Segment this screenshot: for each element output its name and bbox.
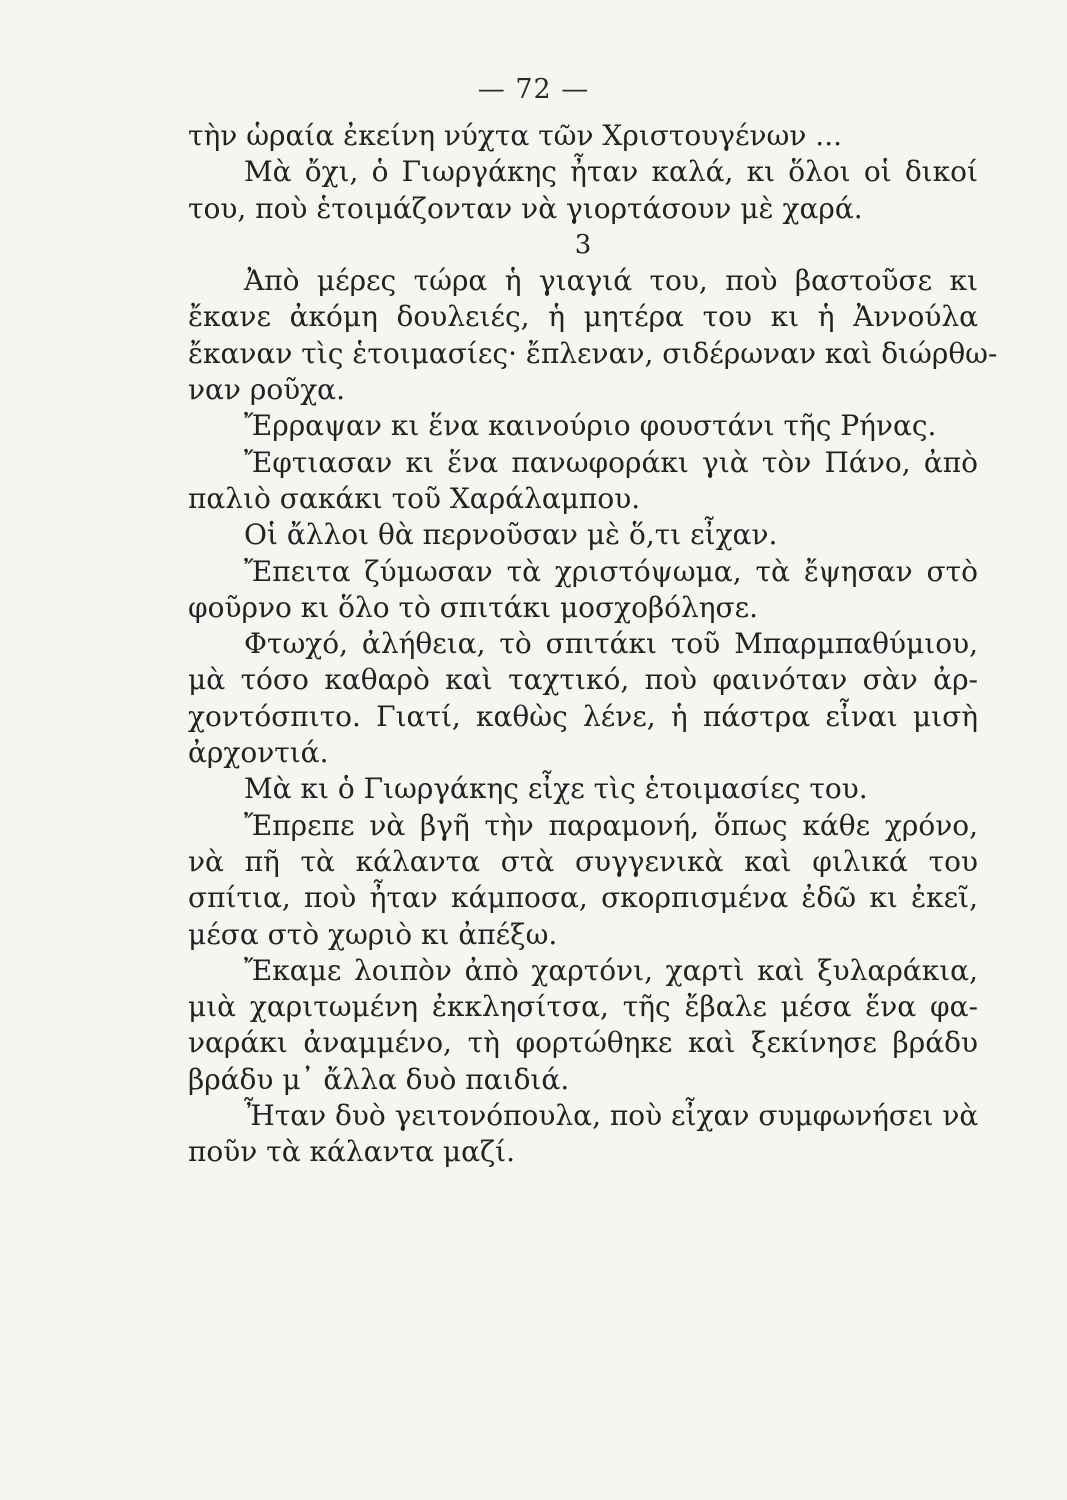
- text-line: ἔκαναν τὶς ἑτοιμασίες· ἔπλεναν, σιδέρωναν καὶ διώρθω-: [188, 336, 998, 370]
- text-line: ποῦν τὰ κάλαντα μαζί.: [188, 1135, 516, 1169]
- text-line: μέσα στὸ χωριὸ κι ἀπέξω.: [188, 917, 558, 951]
- text-line: Ἔπειτα ζύμωσαν τὰ χριστόψωμα, τὰ ἔψησαν στὸ: [244, 554, 978, 588]
- text-line: μὰ τόσο καθαρὸ καὶ ταχτικό, ποὺ φαινόταν σὰν ἀρ-: [188, 663, 978, 697]
- section-number: 3: [574, 229, 592, 260]
- text-line: Ἀπὸ μέρες τώρα ἡ γιαγιά του, ποὺ βαστοῦσε κι: [244, 264, 978, 298]
- text-line: Φτωχό, ἀλήθεια, τὸ σπιτάκι τοῦ Μπαρμπαθύμιου,: [244, 627, 978, 661]
- text-line: παλιὸ σακάκι τοῦ Χαράλαμπου.: [188, 481, 641, 515]
- text-line: ἀρχοντιά.: [188, 736, 329, 770]
- text-line: χοντόσπιτο. Γιατί, καθὼς λένε, ἡ πάστρα εἶναι μισὴ: [188, 699, 978, 733]
- text-line: ἔκανε ἀκόμη δουλειές, ἡ μητέρα του κι ἡ Ἀννούλα: [188, 300, 978, 334]
- text-line: ναν ροῦχα.: [188, 373, 345, 407]
- text-line: Ἦταν δυὸ γειτονόπουλα, ποὺ εἶχαν συμφωνήσει νὰ: [244, 1099, 979, 1133]
- text-line: φοῦρνο κι ὅλο τὸ σπιτάκι μοσχοβόλησε.: [188, 590, 759, 624]
- page-number: — 72 —: [477, 74, 590, 105]
- text-line: Μὰ κι ὁ Γιωργάκης εἶχε τὶς ἑτοιμασίες του.: [244, 772, 868, 806]
- text-line: ναράκι ἀναμμένο, τὴ φορτώθηκε καὶ ξεκίνησε βράδυ: [188, 1026, 978, 1060]
- text-line: μιὰ χαριτωμένη ἐκκλησίτσα, τῆς ἔβαλε μέσα ἕνα φα-: [188, 990, 978, 1024]
- text-line: Ἔκαμε λοιπὸν ἀπὸ χαρτόνι, χαρτὶ καὶ ξυλαράκια,: [244, 953, 978, 987]
- text-line: Ἔφτιασαν κι ἕνα πανωφοράκι γιὰ τὸν Πάνο, ἀπὸ: [244, 445, 978, 479]
- text-line: βράδυ μ᾿ ἄλλα δυὸ παιδιά.: [188, 1062, 570, 1096]
- text-line: Οἱ ἄλλοι θὰ περνοῦσαν μὲ ὅ,τι εἶχαν.: [244, 518, 778, 552]
- text-line: του, ποὺ ἑτοιμάζονταν νὰ γιορτάσουν μὲ χαρά.: [188, 191, 863, 225]
- text-line: σπίτια, ποὺ ἦταν κάμποσα, σκορπισμένα ἐδῶ κι ἐκεῖ,: [188, 881, 978, 915]
- page-text: [188, 118, 998, 1171]
- text-line: Ἔρραψαν κι ἕνα καινούριο φουστάνι τῆς Ρήνας.: [244, 409, 937, 443]
- text-line: νὰ πῆ τὰ κάλαντα στὰ συγγενικὰ καὶ φιλικά του: [188, 844, 978, 878]
- text-line: Ἔπρεπε νὰ βγῆ τὴν παραμονή, ὅπως κάθε χρόνο,: [244, 808, 978, 842]
- text-line: τὴν ὡραία ἐκείνη νύχτα τῶν Χριστουγένων ...: [188, 119, 843, 152]
- text-line: Μὰ ὄχι, ὁ Γιωργάκης ἦταν καλά, κι ὅλοι οἱ δικοί: [244, 155, 978, 189]
